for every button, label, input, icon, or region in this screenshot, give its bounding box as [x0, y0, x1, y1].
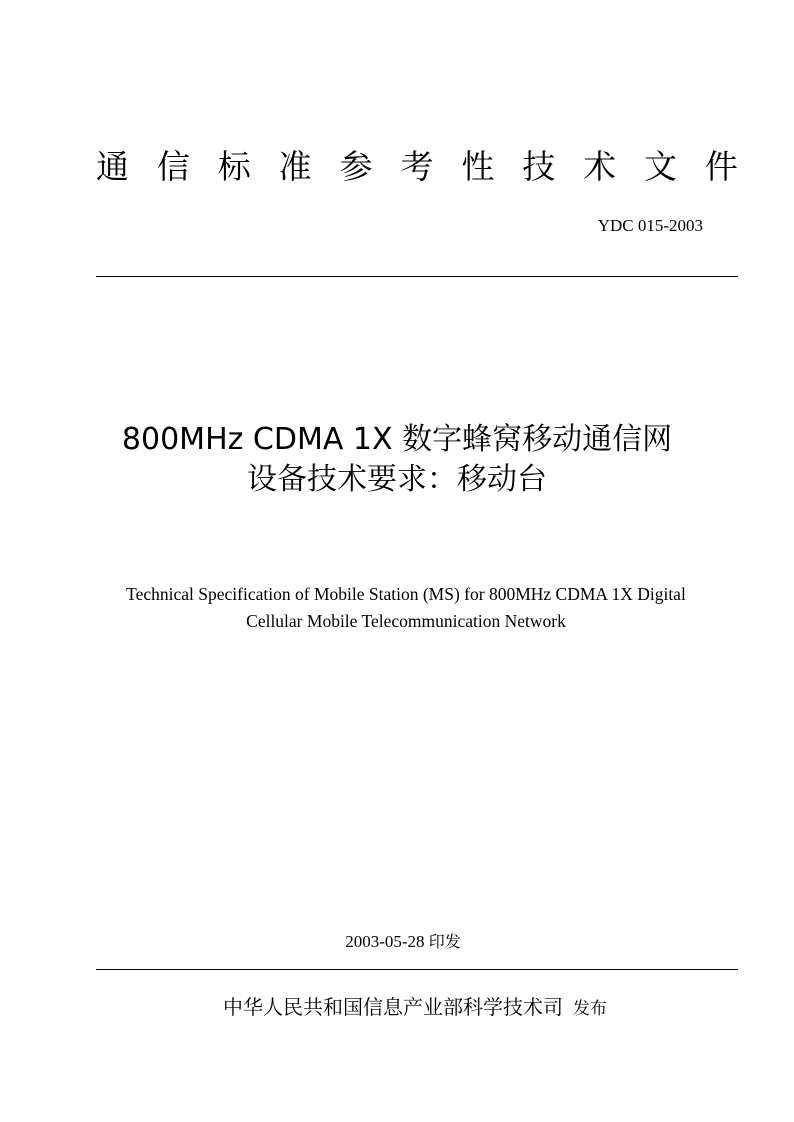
category-char: 性	[461, 147, 495, 186]
english-title	[0, 581, 794, 635]
category-char: 文	[644, 147, 678, 186]
chinese-title-line-1: 800MHz CDMA 1X 数字蜂窝移动通信网	[121, 422, 673, 457]
print-date-value: 2003-05-28	[345, 932, 425, 951]
chinese-title-line-2: 设备技术要求：移动台	[247, 462, 547, 497]
category-char: 准	[278, 147, 312, 186]
category-char: 考	[400, 147, 434, 186]
publisher	[0, 993, 794, 1023]
category-char: 术	[583, 147, 617, 186]
category-char: 参	[339, 147, 373, 186]
document-category-heading	[96, 142, 738, 192]
english-title-line-1: Technical Specification of Mobile Station (MS) for 800MHz CDMA 1X Digital	[126, 584, 686, 604]
publisher-name: 中华人民共和国信息产业部科学技术司	[223, 995, 563, 1019]
print-date	[0, 931, 794, 953]
category-char: 技	[522, 147, 556, 186]
category-char: 通	[96, 147, 129, 186]
category-char: 件	[704, 147, 738, 186]
header-divider	[96, 276, 738, 277]
publish-label: 发布	[573, 999, 607, 1019]
english-title-line-2: Cellular Mobile Telecommunication Network	[246, 611, 566, 631]
footer-divider	[96, 969, 738, 970]
category-char: 信	[156, 147, 190, 186]
document-number: YDC 015-2003	[597, 216, 703, 235]
category-char: 标	[217, 147, 251, 186]
chinese-title	[0, 420, 794, 500]
print-date-label: 印发	[428, 932, 461, 951]
